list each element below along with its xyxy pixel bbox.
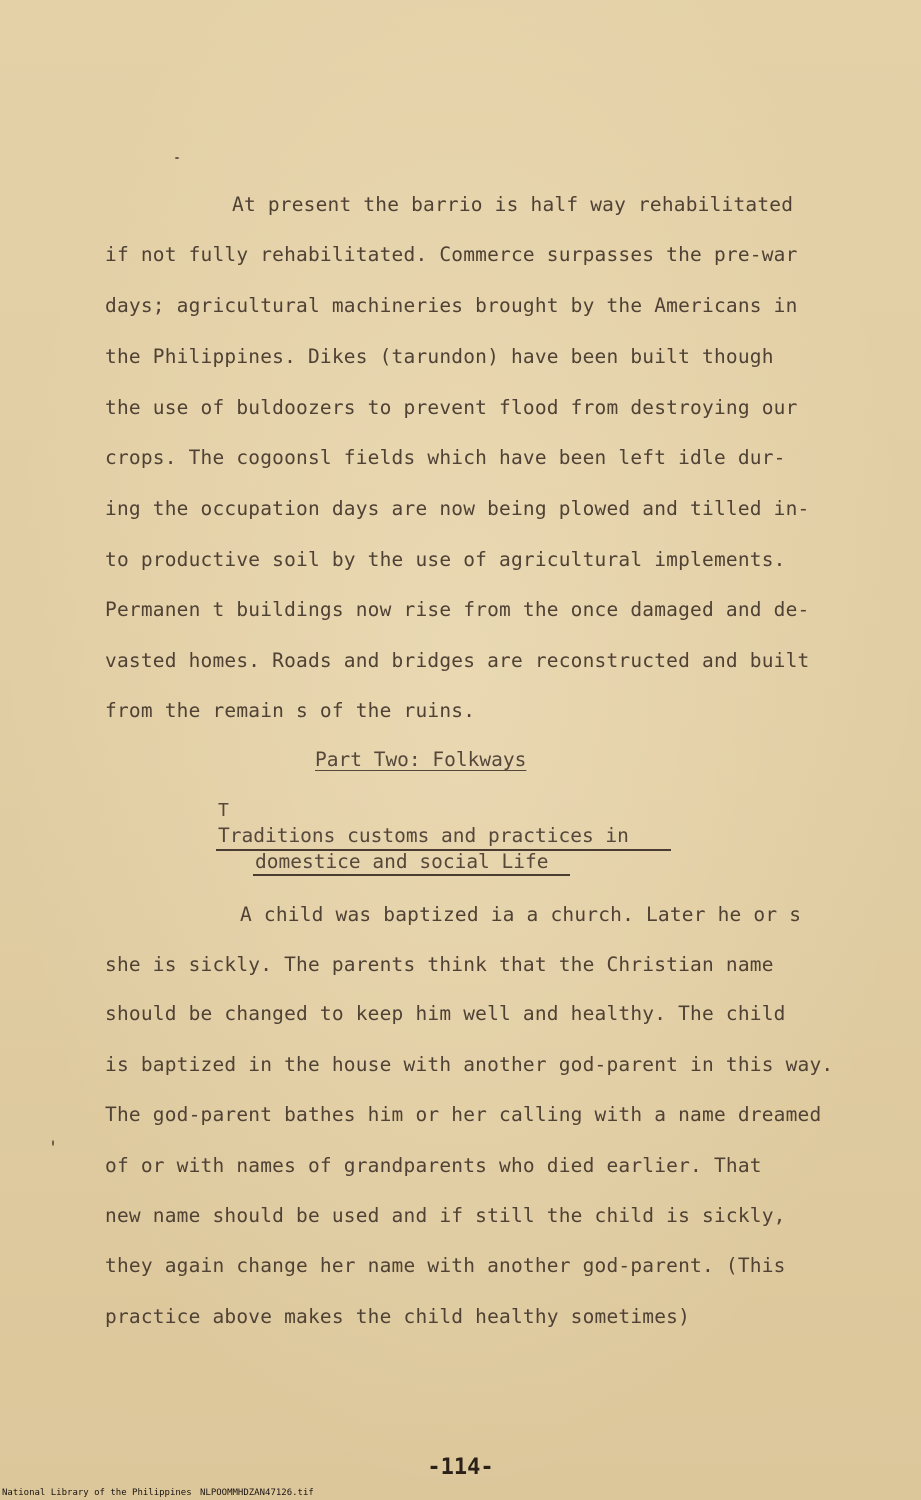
paragraph-2-line-6: of or with names of grandparents who died earlier. That xyxy=(105,1154,762,1177)
paragraph-1-line-1: At present the barrio is half way rehabilitated xyxy=(232,193,794,216)
paragraph-2-line-7: new name should be used and if still the child is sickly, xyxy=(105,1204,786,1227)
section-title-line-1: Traditions customs and practices in xyxy=(218,824,629,847)
paragraph-1-line-10: vasted homes. Roads and bridges are reconstructed and built xyxy=(105,649,810,672)
paragraph-1-line-8: to productive soil by the use of agricultural implements. xyxy=(105,548,786,571)
paragraph-2-line-8: they again change her name with another god-parent. (This xyxy=(105,1254,786,1277)
section-title-line-2: domestice and social Life xyxy=(255,850,549,873)
paragraph-1-line-9: Permanen t buildings now rise from the once damaged and de- xyxy=(105,598,810,621)
paragraph-1-line-4: the Philippines. Dikes (tarundon) have been built though xyxy=(105,345,774,368)
section-title-rule-2 xyxy=(253,874,570,876)
paragraph-2-line-9: practice above makes the child healthy sometimes) xyxy=(105,1305,691,1328)
paragraph-1-line-2: if not fully rehabilitated. Commerce surpasses the pre-war xyxy=(105,243,798,266)
footer-library-name: National Library of the Philippines xyxy=(2,1488,192,1498)
section-marker: T xyxy=(218,800,229,821)
paragraph-1-line-5: the use of buldoozers to prevent flood from destroying our xyxy=(105,396,798,419)
paragraph-2-line-1: A child was baptized ia a church. Later he or s xyxy=(240,903,802,926)
paragraph-1-line-11: from the remain s of the ruins. xyxy=(105,699,476,722)
paragraph-2-line-4: is baptized in the house with another god-parent in this way. xyxy=(105,1053,834,1076)
paper-speck xyxy=(52,1140,54,1146)
paragraph-1-line-6: crops. The cogoonsl fields which have been left idle dur- xyxy=(105,446,786,469)
paragraph-1-line-7: ing the occupation days are now being plowed and tilled in- xyxy=(105,497,810,520)
footer-file-id: NLPOOMMHDZAN47126.tif xyxy=(200,1488,314,1498)
paper-speck xyxy=(175,157,179,159)
part-heading: Part Two: Folkways xyxy=(315,748,527,771)
page-number: -114- xyxy=(427,1455,494,1480)
paragraph-2-line-2: she is sickly. The parents think that the Christian name xyxy=(105,953,774,976)
paragraph-1-line-3: days; agricultural machineries brought by the Americans in xyxy=(105,294,798,317)
paragraph-2-line-5: The god-parent bathes him or her calling with a name dreamed xyxy=(105,1103,822,1126)
paragraph-2-line-3: should be changed to keep him well and healthy. The child xyxy=(105,1002,786,1025)
